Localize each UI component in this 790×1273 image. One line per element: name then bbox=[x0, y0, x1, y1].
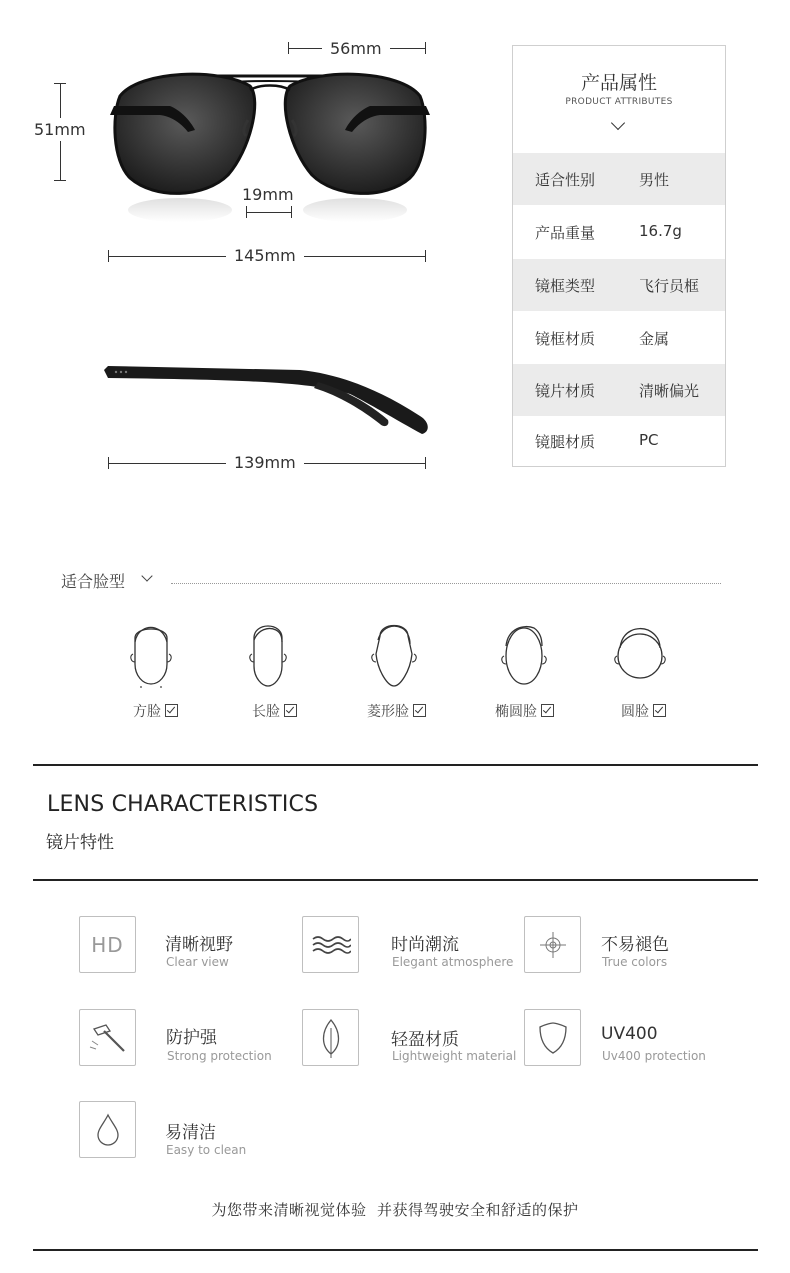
face-option-round bbox=[621, 701, 666, 721]
target-icon bbox=[524, 916, 581, 973]
dotted-divider bbox=[171, 583, 721, 584]
product-attributes-table bbox=[512, 45, 726, 467]
feature-subtitle: Elegant atmosphere bbox=[392, 955, 514, 969]
checkbox-checked-icon bbox=[413, 704, 426, 717]
face-label-text: 方脸 bbox=[133, 704, 161, 720]
lens-section-title-cn: 镜片特性 bbox=[46, 833, 114, 853]
feature-title: 时尚潮流 bbox=[391, 935, 459, 955]
face-label-text: 长脸 bbox=[252, 704, 280, 720]
feature-subtitle: Uv400 protection bbox=[602, 1049, 706, 1063]
attribute-key: 镜片材质 bbox=[535, 382, 596, 400]
temple-length-label: 139mm bbox=[226, 453, 304, 472]
face-option-square bbox=[133, 701, 178, 721]
face-label-text: 圆脸 bbox=[621, 704, 649, 720]
face-label-text: 菱形脸 bbox=[367, 704, 409, 720]
checkbox-checked-icon bbox=[165, 704, 178, 717]
section-divider bbox=[33, 879, 758, 881]
chevron-down-icon bbox=[611, 116, 625, 130]
attribute-row bbox=[513, 312, 725, 364]
attribute-key: 镜腿材质 bbox=[535, 433, 596, 451]
long-face-icon bbox=[242, 618, 294, 692]
frame-width-label: 145mm bbox=[226, 246, 304, 265]
hammer-icon bbox=[79, 1009, 136, 1066]
bridge-width-label: 19mm bbox=[242, 185, 294, 204]
feature-subtitle: Strong protection bbox=[167, 1049, 272, 1063]
attribute-value: 男性 bbox=[639, 171, 670, 189]
glasses-side-view bbox=[100, 360, 440, 440]
attribute-row bbox=[513, 206, 725, 258]
attribute-value: PC bbox=[639, 431, 659, 449]
leaf-icon bbox=[302, 1009, 359, 1066]
feature-title: 不易褪色 bbox=[601, 935, 669, 955]
attribute-row bbox=[513, 364, 725, 416]
checkbox-checked-icon bbox=[541, 704, 554, 717]
attribute-key: 镜框材质 bbox=[535, 330, 596, 348]
attribute-row bbox=[513, 259, 725, 311]
lens-height-label: 51mm bbox=[26, 118, 94, 141]
attribute-key: 适合性别 bbox=[535, 171, 596, 189]
section-divider bbox=[33, 764, 758, 766]
attribute-key: 产品重量 bbox=[535, 224, 596, 242]
waves-icon bbox=[302, 916, 359, 973]
feature-title: 防护强 bbox=[166, 1028, 217, 1048]
feature-title: 清晰视野 bbox=[165, 935, 233, 955]
oval-face-icon bbox=[496, 620, 552, 694]
glasses-front-view bbox=[100, 60, 440, 230]
attribute-key: 镜框类型 bbox=[535, 277, 596, 295]
attributes-title: 产品属性 bbox=[580, 72, 657, 94]
face-option-long bbox=[252, 701, 297, 721]
hd-icon: HD bbox=[79, 916, 136, 973]
lens-footer-text: 为您带来清晰视觉体验 并获得驾驶安全和舒适的保护 bbox=[211, 1201, 579, 1219]
attribute-value: 16.7g bbox=[639, 222, 682, 240]
checkbox-checked-icon bbox=[284, 704, 297, 717]
feature-title: UV400 bbox=[601, 1024, 658, 1044]
lens-width-label: 56mm bbox=[322, 39, 390, 58]
checkbox-checked-icon bbox=[653, 704, 666, 717]
feature-subtitle: Clear view bbox=[166, 955, 229, 969]
chevron-down-icon bbox=[141, 570, 152, 581]
feature-title: 易清洁 bbox=[165, 1123, 216, 1143]
face-shape-title: 适合脸型 bbox=[61, 572, 126, 591]
drop-icon bbox=[79, 1101, 136, 1158]
attribute-row bbox=[513, 415, 725, 467]
lens-section-title-en: LENS CHARACTERISTICS bbox=[47, 792, 319, 817]
shield-icon bbox=[524, 1009, 581, 1066]
attribute-value: 飞行员框 bbox=[639, 277, 700, 295]
section-divider bbox=[33, 1249, 758, 1251]
attributes-subtitle: PRODUCT ATTRIBUTES bbox=[565, 97, 673, 107]
attribute-row bbox=[513, 153, 725, 205]
feature-subtitle: Lightweight material bbox=[392, 1049, 517, 1063]
face-label-text: 椭圆脸 bbox=[495, 704, 537, 720]
face-option-oval bbox=[495, 701, 554, 721]
face-option-diamond bbox=[367, 701, 426, 721]
feature-subtitle: Easy to clean bbox=[166, 1143, 247, 1157]
attribute-value: 金属 bbox=[639, 330, 670, 348]
feature-subtitle: True colors bbox=[602, 955, 668, 969]
attribute-value: 清晰偏光 bbox=[639, 382, 700, 400]
diamond-face-icon bbox=[366, 618, 422, 694]
round-face-icon bbox=[612, 620, 668, 692]
feature-title: 轻盈材质 bbox=[391, 1030, 459, 1050]
square-face-icon bbox=[125, 620, 177, 692]
